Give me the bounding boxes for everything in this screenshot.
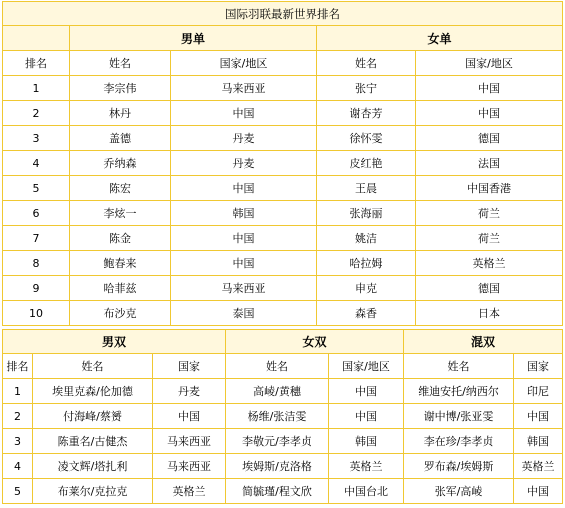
table-cell: 杨维/张洁雯 [226,404,329,429]
column-header: 国家/地区 [171,51,317,76]
table-cell: 谢中博/张亚雯 [404,404,514,429]
table-cell: 韩国 [329,429,404,454]
table-row [3,226,563,251]
table-row [3,151,563,176]
table-cell: 丹麦 [171,126,317,151]
column-header: 姓名 [70,51,171,76]
table-cell: 丹麦 [153,379,226,404]
table-cell: 罗布森/埃姆斯 [404,454,514,479]
singles-table [2,1,563,326]
table-cell: 盖德 [70,126,171,151]
mixed-doubles-header: 混双 [404,330,563,354]
table-cell: 荷兰 [416,226,563,251]
table-cell: 中国 [514,479,563,504]
table-cell: 中国 [171,251,317,276]
table-cell: 张宁 [317,76,416,101]
table-cell: 凌文辉/塔扎利 [33,454,153,479]
table-row [3,454,563,479]
table-cell: 印尼 [514,379,563,404]
table-cell: 哈菲兹 [70,276,171,301]
table-cell: 中国 [329,379,404,404]
rank-cell: 4 [3,454,33,479]
table-cell: 中国 [171,101,317,126]
table-cell: 陈重名/古健杰 [33,429,153,454]
table-cell: 中国香港 [416,176,563,201]
table-row [3,101,563,126]
rank-cell: 4 [3,151,70,176]
table-cell: 泰国 [171,301,317,326]
rank-cell: 1 [3,76,70,101]
rank-cell: 5 [3,479,33,504]
table-cell: 中国 [416,76,563,101]
table-cell: 陈宏 [70,176,171,201]
table-cell: 荷兰 [416,201,563,226]
table-cell: 哈拉姆 [317,251,416,276]
rank-cell: 7 [3,226,70,251]
table-cell: 法国 [416,151,563,176]
table-cell: 付海峰/蔡赟 [33,404,153,429]
table-row [3,379,563,404]
rankings-container [2,1,562,504]
table-cell: 张海丽 [317,201,416,226]
table-cell: 维迪安托/纳西尔 [404,379,514,404]
table-row [3,404,563,429]
table-cell: 英格兰 [329,454,404,479]
table-row [3,251,563,276]
table-cell: 张军/高崚 [404,479,514,504]
table-cell: 马来西亚 [171,76,317,101]
table-cell: 中国 [171,176,317,201]
table-row [3,276,563,301]
table-cell: 徐怀雯 [317,126,416,151]
column-header: 排名 [3,354,33,379]
table-cell: 李炫一 [70,201,171,226]
table-cell: 森香 [317,301,416,326]
table-row [3,201,563,226]
table-row [3,479,563,504]
rank-cell: 3 [3,126,70,151]
table-cell: 布沙克 [70,301,171,326]
table-cell: 中国 [153,404,226,429]
table-cell: 丹麦 [171,151,317,176]
rank-cell: 2 [3,101,70,126]
table-cell: 李敬元/李孝贞 [226,429,329,454]
column-header: 姓名 [404,354,514,379]
table-row [3,176,563,201]
womens-doubles-header: 女双 [226,330,404,354]
table-cell: 布莱尔/克拉克 [33,479,153,504]
table-cell: 皮红艳 [317,151,416,176]
rank-cell: 5 [3,176,70,201]
doubles-column-headers [3,354,563,379]
column-header: 国家 [514,354,563,379]
table-cell: 德国 [416,126,563,151]
rank-cell: 3 [3,429,33,454]
rank-cell: 10 [3,301,70,326]
table-cell: 简毓瑾/程文欣 [226,479,329,504]
doubles-table [2,329,563,504]
rank-cell: 2 [3,404,33,429]
table-cell: 德国 [416,276,563,301]
table-row [3,76,563,101]
column-header: 国家/地区 [329,354,404,379]
table-cell: 英格兰 [514,454,563,479]
column-header: 姓名 [317,51,416,76]
table-cell: 李宗伟 [70,76,171,101]
table-row [3,126,563,151]
table-cell: 乔纳森 [70,151,171,176]
table-cell: 英格兰 [416,251,563,276]
column-header: 姓名 [33,354,153,379]
doubles-rows [3,379,563,504]
table-cell: 中国 [171,226,317,251]
table-cell: 韩国 [171,201,317,226]
table-cell: 韩国 [514,429,563,454]
column-header: 姓名 [226,354,329,379]
table-cell: 马来西亚 [153,429,226,454]
table-cell: 马来西亚 [153,454,226,479]
table-cell: 鲍春来 [70,251,171,276]
table-cell: 中国台北 [329,479,404,504]
singles-column-headers [3,51,563,76]
table-cell: 申克 [317,276,416,301]
rank-cell: 6 [3,201,70,226]
blank-corner [3,26,70,51]
table-row [3,429,563,454]
rank-cell: 8 [3,251,70,276]
table-cell: 埃姆斯/克洛格 [226,454,329,479]
table-cell: 马来西亚 [171,276,317,301]
rank-cell: 1 [3,379,33,404]
table-cell: 英格兰 [153,479,226,504]
table-cell: 王晨 [317,176,416,201]
table-cell: 谢杏芳 [317,101,416,126]
singles-rows [3,76,563,326]
table-cell: 埃里克森/伦加德 [33,379,153,404]
womens-singles-header: 女单 [317,26,563,51]
table-cell: 中国 [416,101,563,126]
rank-cell: 9 [3,276,70,301]
page-title: 国际羽联最新世界排名 [3,2,563,26]
table-row [3,301,563,326]
table-cell: 中国 [514,404,563,429]
table-cell: 姚洁 [317,226,416,251]
column-header: 国家/地区 [416,51,563,76]
table-cell: 林丹 [70,101,171,126]
column-header: 排名 [3,51,70,76]
table-cell: 李在珍/李孝贞 [404,429,514,454]
table-cell: 中国 [329,404,404,429]
mens-singles-header: 男单 [70,26,317,51]
table-cell: 高崚/黄穗 [226,379,329,404]
table-cell: 日本 [416,301,563,326]
mens-doubles-header: 男双 [3,330,226,354]
table-cell: 陈金 [70,226,171,251]
column-header: 国家 [153,354,226,379]
